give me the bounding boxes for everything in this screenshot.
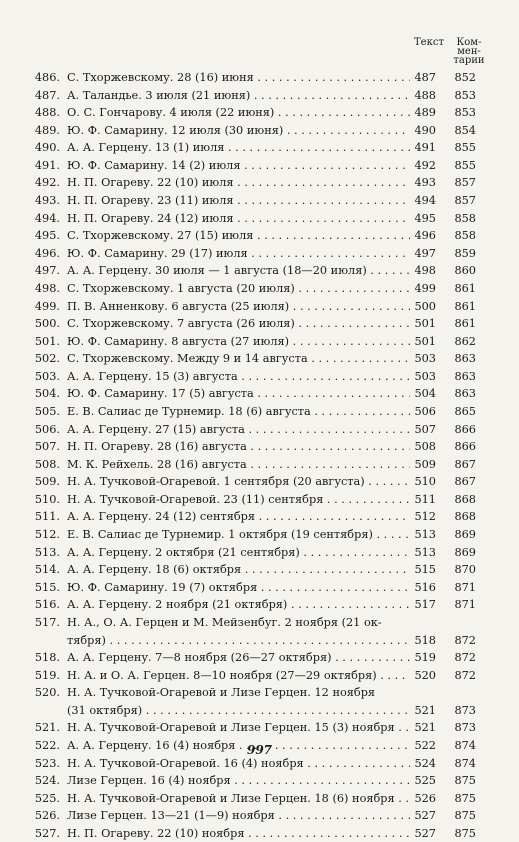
entry-number: 494. [34,211,60,225]
entry-comment-page: 871 [454,580,476,594]
entry-title: Н. А. Тучковой-Огаревой и Лизе Герцен. 18 (6) ноября . . . [67,790,410,808]
entry-comment-page: 875 [454,809,476,823]
entry-text-page: 515 [414,563,436,577]
entry-title: А. А. Герцену. 13 (1) июля . . . [67,139,410,157]
list-item [0,104,519,122]
entry-comment-page: 862 [454,334,476,348]
entry-title: Е. В. Салиас де Турнемир. 18 (6) августа . . . [67,403,410,421]
entry-number: 510. [34,492,60,506]
entry-comment-page: 871 [454,598,476,612]
list-item [0,719,519,737]
entry-text-page: 503 [414,352,436,366]
entry-text-page: 492 [414,158,436,172]
entry-title: А. А. Герцену. 7—8 ноября (26—27 октября) . . . [67,649,410,667]
entry-comment-page: 873 [454,703,476,717]
entry-comment-page: 854 [454,123,476,137]
entry-text-page: 496 [414,229,436,243]
entry-number: 491. [34,158,60,172]
list-item [0,280,519,298]
entry-number: 505. [34,404,60,418]
list-item [0,790,519,808]
entry-title: А. А. Герцену. 2 ноября (21 октября) . . . [67,596,410,614]
entry-number: 524. [34,774,60,788]
entry-text-page: 491 [414,141,436,155]
entry-number: 495. [34,229,60,243]
list-item [0,702,519,720]
entry-title: Н. А. Тучковой-Огаревой и Лизе Герцен. 15 (3) ноября . . . [67,719,410,737]
entry-comment-page: 875 [454,791,476,805]
entry-text-page: 489 [414,106,436,120]
column-header-text: Текст [414,37,444,48]
entry-comment-page: 863 [454,369,476,383]
entry-text-page: 510 [414,475,436,489]
entry-title: А. А. Герцену. 15 (3) августа . . . [67,368,410,386]
entry-number: 506. [34,422,60,436]
entry-title: С. Тхоржевскому. 28 (16) июня . . . [67,69,410,87]
entry-text-page: 522 [414,738,436,752]
entry-comment-page: 857 [454,194,476,208]
entry-comment-page: 857 [454,176,476,190]
column-header-comments-line3: тарии [453,55,485,66]
entry-title: Н. А. и О. А. Герцен. 8—10 ноября (27—29 октября) . . . [67,667,410,685]
entry-text-page: 513 [414,545,436,559]
contents-list [0,69,519,842]
entry-text-page: 520 [414,668,436,682]
entry-text-page: 501 [414,317,436,331]
list-item [0,473,519,491]
entry-number: 489. [34,123,60,137]
entry-comment-page: 868 [454,492,476,506]
entry-comment-page: 863 [454,387,476,401]
entry-number: 497. [34,264,60,278]
entry-title: Ю. Ф. Самарину. 19 (7) октября . . . [67,579,410,597]
entry-title: А. А. Герцену. 27 (15) августа . . . [67,421,410,439]
entry-title: Ю. Ф. Самарину. 8 августа (27 июля) . . . [67,333,410,351]
entry-text-page: 526 [414,791,436,805]
list-item [0,421,519,439]
entry-number: 509. [34,475,60,489]
entry-number: 508. [34,457,60,471]
page-number: 997 [246,743,273,757]
entry-number: 498. [34,281,60,295]
entry-text-page: 503 [414,369,436,383]
entry-comment-page: 873 [454,721,476,735]
entry-comment-page: 853 [454,106,476,120]
entry-number: 519. [34,668,60,682]
list-item [0,491,519,509]
entry-number: 516. [34,598,60,612]
entry-text-page: 519 [414,651,436,665]
entry-number: 520. [34,686,60,700]
entry-text-page: 511 [414,492,436,506]
list-item [0,87,519,105]
entry-comment-page: 872 [454,668,476,682]
list-item [0,122,519,140]
entry-text-page: 488 [414,88,436,102]
entry-text-page: 487 [414,71,436,84]
entry-number: 517. [34,615,60,629]
entry-comment-page: 872 [454,651,476,665]
entry-text-page: 500 [414,299,436,313]
entry-number: 502. [34,352,60,366]
entry-comment-page: 855 [454,141,476,155]
list-item [0,807,519,825]
entry-comment-page: 863 [454,352,476,366]
entry-title: Н. П. Огареву. 24 (12) июля . . . [67,210,410,228]
entry-text-page: 499 [414,281,436,295]
entry-text-page: 524 [414,756,436,770]
entry-title: Ю. Ф. Самарину. 29 (17) июля . . . [67,245,410,263]
entry-number: 511. [34,510,60,524]
list-item [0,526,519,544]
entry-number: 523. [34,756,60,770]
list-item [0,139,519,157]
entry-title: Н. П. Огареву. 23 (11) июля . . . [67,192,410,210]
entry-number: 486. [34,71,60,84]
entry-comment-page: 875 [454,774,476,788]
column-header-comments [451,38,487,65]
entry-comment-page: 858 [454,229,476,243]
list-item [0,508,519,526]
list-item [0,245,519,263]
entry-comment-page: 875 [454,826,476,840]
entry-number: 504. [34,387,60,401]
entry-comment-page: 861 [454,281,476,295]
list-item [0,192,519,210]
entry-comment-page: 869 [454,528,476,542]
list-item [0,315,519,333]
list-item [0,684,519,702]
entry-text-page: 509 [414,457,436,471]
entry-title: (31 октября) . . . [67,702,410,720]
entry-comment-page: 855 [454,158,476,172]
entry-title: А. А. Герцену. 16 (4) ноября . . . [67,737,410,755]
entry-number: 503. [34,369,60,383]
list-item [0,403,519,421]
entry-comment-page: 853 [454,88,476,102]
entry-title: М. К. Рейхель. 28 (16) августа . . . [67,456,410,474]
list-item [0,385,519,403]
entry-text-page: 498 [414,264,436,278]
entry-title: Н. П. Огареву. 22 (10) ноября . . . [67,825,410,842]
entry-text-page: 493 [414,176,436,190]
entry-title: Ю. Ф. Самарину. 12 июля (30 июня) . . . [67,122,410,140]
entry-title: Н. А. Тучковой-Огаревой. 1 сентября (20 августа) . . . [67,473,410,491]
list-item [0,561,519,579]
entry-comment-page: 866 [454,440,476,454]
entry-comment-page: 852 [454,71,476,84]
entry-comment-page: 861 [454,317,476,331]
entry-comment-page: 867 [454,457,476,471]
entry-title: Лизе Герцен. 13—21 (1—9) ноября . . . [67,807,410,825]
entry-text-page: 527 [414,809,436,823]
column-header-comments-line1: Ком- [456,37,482,48]
entry-title: Н. А. Тучковой-Огаревой и Лизе Герцен. 12 ноября [67,686,376,700]
list-item [0,596,519,614]
entry-number: 515. [34,580,60,594]
list-item [0,614,519,632]
list-item [0,333,519,351]
entry-number: 525. [34,791,60,805]
entry-comment-page: 874 [454,738,476,752]
entry-number: 493. [34,194,60,208]
list-item [0,210,519,228]
entry-number: 490. [34,141,60,155]
entry-title: А. А. Герцену. 30 июля — 1 августа (18—20 июля) . . . [67,262,410,280]
entry-number: 488. [34,106,60,120]
entry-title: Н. П. Огареву. 28 (16) августа . . . [67,438,410,456]
entry-text-page: 513 [414,528,436,542]
list-item [0,632,519,650]
entry-number: 507. [34,440,60,454]
list-item [0,825,519,842]
entry-title: С. Тхоржевскому. Между 9 и 14 августа . . . [67,350,410,368]
entry-comment-page: 869 [454,545,476,559]
entry-title: Ю. Ф. Самарину. 17 (5) августа . . . [67,385,410,403]
entry-text-page: 497 [414,246,436,260]
list-item [0,69,519,87]
list-item [0,544,519,562]
entry-title: Ю. Ф. Самарину. 14 (2) июля . . . [67,157,410,175]
entry-title: С. Тхоржевскому. 27 (15) июля . . . [67,227,410,245]
entry-title: Н. А. Тучковой-Огаревой. 16 (4) ноября . . . [67,755,410,773]
entry-number: 526. [34,809,60,823]
entry-text-page: 512 [414,510,436,524]
list-item [0,174,519,192]
list-item [0,262,519,280]
entry-text-page: 506 [414,404,436,418]
entry-title: С. Тхоржевскому. 7 августа (26 июля) . . . [67,315,410,333]
entry-title: А. А. Герцену. 2 октября (21 сентября) . . . [67,544,410,562]
entry-text-page: 527 [414,826,436,840]
column-header-comments-line2: мен- [457,46,481,57]
list-item [0,579,519,597]
entry-number: 512. [34,528,60,542]
list-item [0,438,519,456]
entry-number: 492. [34,176,60,190]
entry-comment-page: 866 [454,422,476,436]
list-item [0,456,519,474]
entry-text-page: 490 [414,123,436,137]
entry-title: Н. А., О. А. Герцен и М. Мейзенбуг. 2 ноября (21 ок- [67,615,382,629]
list-item [0,157,519,175]
entry-comment-page: 872 [454,633,476,647]
entry-text-page: 516 [414,580,436,594]
entry-title: Н. А. Тучковой-Огаревой. 23 (11) сентября . . . [67,491,410,509]
list-item [0,649,519,667]
entry-title: Н. П. Огареву. 22 (10) июля . . . [67,174,410,192]
entry-number: 514. [34,563,60,577]
entry-title: А. А. Герцену. 18 (6) октября . . . [67,561,410,579]
entry-number: 518. [34,651,60,665]
entry-text-page: 494 [414,194,436,208]
entry-comment-page: 867 [454,475,476,489]
entry-title: Лизе Герцен. 16 (4) ноября . . . [67,772,410,790]
entry-number: 487. [34,88,60,102]
entry-comment-page: 870 [454,563,476,577]
entry-text-page: 507 [414,422,436,436]
entry-comment-page: 865 [454,404,476,418]
entry-text-page: 518 [414,633,436,647]
entry-number: 521. [34,721,60,735]
entry-text-page: 525 [414,774,436,788]
entry-text-page: 521 [414,721,436,735]
entry-comment-page: 858 [454,211,476,225]
entry-title: Е. В. Салиас де Турнемир. 1 октября (19 сентября) . . . [67,526,410,544]
entry-comment-page: 861 [454,299,476,313]
entry-title: тября) . . . [67,632,410,650]
entry-title: А. Таландье. 3 июля (21 июня) . . . [67,87,410,105]
list-item [0,298,519,316]
entry-number: 527. [34,826,60,840]
entry-number: 500. [34,317,60,331]
entry-text-page: 508 [414,440,436,454]
entry-text-page: 495 [414,211,436,225]
entry-text-page: 504 [414,387,436,401]
entry-comment-page: 868 [454,510,476,524]
entry-title: О. С. Гончарову. 4 июля (22 июня) . . . [67,104,410,122]
entry-number: 499. [34,299,60,313]
list-item [0,368,519,386]
entry-number: 522. [34,738,60,752]
list-item [0,667,519,685]
entry-comment-page: 859 [454,246,476,260]
entry-text-page: 501 [414,334,436,348]
entry-title: А. А. Герцену. 24 (12) сентября . . . [67,508,410,526]
entry-text-page: 521 [414,703,436,717]
list-item [0,350,519,368]
entry-title: С. Тхоржевскому. 1 августа (20 июля) . . . [67,280,410,298]
entry-text-page: 517 [414,598,436,612]
entry-title: П. В. Анненкову. 6 августа (25 июля) . . . [67,298,410,316]
entry-number: 513. [34,545,60,559]
list-item [0,755,519,773]
list-item [0,227,519,245]
entry-comment-page: 860 [454,264,476,278]
entry-number: 501. [34,334,60,348]
entry-number: 496. [34,246,60,260]
entry-comment-page: 874 [454,756,476,770]
list-item [0,772,519,790]
